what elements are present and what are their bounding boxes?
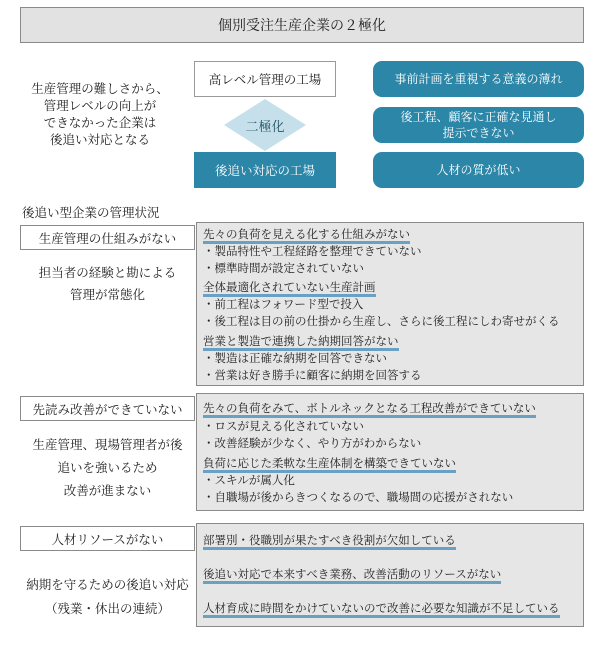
issue-description-line: 納期を守るための後追い対応 — [26, 577, 189, 592]
intro-line: 生産管理の難しさから、 — [31, 81, 169, 96]
high-level-factory-label: 高レベル管理の工場 — [208, 72, 322, 87]
reason-label: 人材の質が低い — [436, 163, 521, 177]
detail-item: ・前工程はフォワード型で投入 — [203, 297, 364, 311]
issue-title: 先読み改善ができていない — [32, 401, 183, 417]
issue-description-line: 生産管理、現場管理者が後 — [32, 437, 183, 452]
intro-line: できなかった企業は — [43, 115, 157, 130]
detail-item: ・営業は好き勝手に顧客に納期を回答する — [203, 368, 422, 382]
intro-line: 後追い対応となる — [49, 132, 150, 147]
detail-item: ・スキルが属人化 — [203, 473, 295, 487]
reactive-factory-box — [194, 152, 336, 188]
detail-heading: 後追い対応で本来すべき業務、改善活動のリソースがない — [203, 566, 501, 582]
issue-title-box — [20, 526, 195, 551]
reactive-factory-label: 後追い対応の工場 — [214, 163, 315, 178]
reason-label: 提示できない — [442, 126, 515, 140]
issue-description — [20, 573, 195, 621]
section-title: 後追い型企業の管理状況 — [22, 205, 160, 220]
detail-heading: 全体最適化されていない生産計画 — [203, 279, 376, 295]
detail-item: ・自職場が後からきつくなるので、職場間の応援がされない — [203, 490, 514, 504]
issue-title-box — [20, 396, 195, 421]
intro-line: 管理レベルの向上が — [43, 98, 157, 113]
polarization-label: 二極化 — [245, 119, 285, 135]
title-box — [20, 7, 584, 43]
high-level-factory-box — [194, 61, 336, 97]
reason-pill — [373, 61, 584, 97]
detail-item: ・製品特性や工程経路を整理できていない — [203, 244, 422, 258]
detail-item: ・後工程は目の前の仕掛から生産し、さらに後工程にしわ寄せがくる — [203, 314, 560, 328]
detail-heading: 部署別・役職別が果たすべき役割が欠如している — [203, 532, 456, 548]
detail-heading: 営業と製造で連携した納期回答がない — [203, 333, 399, 349]
issue-description — [20, 262, 195, 306]
issue-title: 生産管理の仕組みがない — [38, 230, 177, 246]
issue-description-line: 改善が進まない — [63, 483, 152, 498]
detail-item: ・標準時間が設定されていない — [203, 261, 364, 275]
issue-description-line: 管理が常態化 — [69, 287, 145, 302]
reason-pill — [373, 107, 584, 143]
detail-item: ・ロスが見える化されていない — [203, 419, 364, 433]
detail-heading: 人材育成に時間をかけていないので改善に必要な知識が不足している — [203, 600, 560, 616]
page-title: 個別受注生産企業の２極化 — [218, 18, 386, 34]
detail-item: ・製造は正確な納期を回答できない — [203, 351, 387, 365]
issue-title-box — [20, 225, 195, 250]
detail-heading: 負荷に応じた柔軟な生産体制を構築できていない — [203, 455, 456, 471]
issue-description-line: （残業・休出の連続） — [44, 601, 170, 616]
detail-heading: 先々の負荷を見える化する仕組みがない — [203, 226, 410, 242]
issue-description-line: 担当者の経験と勘による — [38, 265, 177, 280]
issue-description-line: 追いを強いるため — [57, 460, 158, 475]
issue-title: 人材リソースがない — [51, 531, 164, 547]
reason-pill — [373, 152, 584, 188]
detail-item: ・改善経験が少なく、やり方がわからない — [203, 436, 422, 450]
detail-heading: 先々の負荷をみて、ボトルネックとなる工程改善ができていない — [203, 400, 536, 416]
issue-description — [20, 433, 195, 502]
reason-label: 事前計画を重視する意義の薄れ — [394, 72, 563, 86]
intro-text — [20, 80, 180, 148]
reason-label: 後工程、顧客に正確な見通し — [400, 110, 557, 124]
